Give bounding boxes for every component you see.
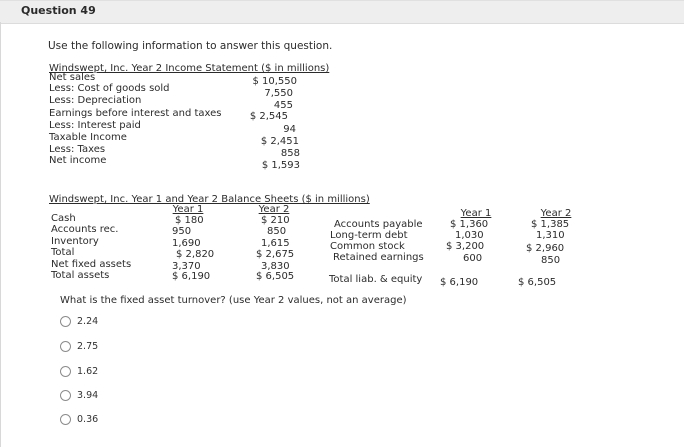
answer-option-label[interactable]: 2.24 <box>77 316 99 327</box>
bs-total-assets-y1: $ 6,190 <box>172 271 211 282</box>
bs-label-total: Total <box>51 247 75 258</box>
is-value-interest: 94 <box>283 124 296 135</box>
radio-button[interactable] <box>60 316 71 327</box>
liab-year1-header: Year 1 <box>460 208 492 219</box>
bs-common-stock-y1: $ 3,200 <box>446 241 485 252</box>
bs-total-y1: $ 2,820 <box>176 249 215 260</box>
bs-retained-earnings-y1: 600 <box>463 253 483 264</box>
bs-label-total-liab-equity: Total liab. & equity <box>329 274 423 285</box>
is-label-net-income: Net income <box>49 155 107 166</box>
bs-retained-earnings-y2: 850 <box>541 255 561 266</box>
answer-option-label[interactable]: 0.36 <box>77 414 99 425</box>
bs-total-liab-equity-y2: $ 6,505 <box>518 277 557 288</box>
question-title: Question 49 <box>21 4 96 17</box>
bs-label-retained-earnings: Retained earnings <box>333 252 424 263</box>
bs-label-net-fixed-assets: Net fixed assets <box>51 259 132 270</box>
bs-total-assets-y2: $ 6,505 <box>256 271 295 282</box>
is-label-net-sales: Net sales <box>49 72 96 83</box>
is-value-ebit: $ 2,545 <box>249 111 288 122</box>
bs-label-accounts-rec: Accounts rec. <box>51 224 119 235</box>
bs-label-cash: Cash <box>51 213 76 224</box>
bs-label-long-term-debt: Long-term debt <box>330 230 408 241</box>
bs-label-common-stock: Common stock <box>330 241 405 252</box>
bs-total-y2: $ 2,675 <box>256 249 295 260</box>
is-value-cogs: 7,550 <box>264 88 293 99</box>
liab-year2-header: Year 2 <box>540 208 572 219</box>
bs-accounts-payable-y2: $ 1,385 <box>531 219 570 230</box>
is-label-taxable-income: Taxable Income <box>49 132 127 143</box>
is-label-ebit: Earnings before interest and taxes <box>49 108 222 119</box>
is-value-net-income: $ 1,593 <box>261 160 300 171</box>
assets-year1-header: Year 1 <box>172 204 204 215</box>
bs-cash-y1: $ 180 <box>175 215 204 226</box>
answer-option-label[interactable]: 2.75 <box>77 341 99 352</box>
instruction-text: Use the following information to answer this question. <box>48 40 333 52</box>
bs-label-total-assets: Total assets <box>51 270 110 281</box>
bs-inventory-y2: 1,615 <box>261 238 290 249</box>
bs-accounts-rec-y1: 950 <box>172 226 192 237</box>
bs-net-fixed-assets-y1: 3,370 <box>172 261 201 272</box>
question-header-bar <box>0 0 684 24</box>
bs-net-fixed-assets-y2: 3,830 <box>261 261 290 272</box>
bs-cash-y2: $ 210 <box>261 215 290 226</box>
bs-accounts-payable-y1: $ 1,360 <box>450 219 489 230</box>
radio-button[interactable] <box>60 366 71 377</box>
bs-long-term-debt-y2: 1,310 <box>536 230 565 241</box>
is-label-interest: Less: Interest paid <box>49 120 141 131</box>
bs-label-inventory: Inventory <box>51 236 99 247</box>
is-value-net-sales: $ 10,550 <box>252 76 297 87</box>
bs-inventory-y1: 1,690 <box>172 238 201 249</box>
answer-option-label[interactable]: 3.94 <box>77 390 99 401</box>
bs-total-liab-equity-y1: $ 6,190 <box>440 277 479 288</box>
is-label-cogs: Less: Cost of goods sold <box>49 83 170 94</box>
answer-option-label[interactable]: 1.62 <box>77 366 99 377</box>
radio-button[interactable] <box>60 390 71 401</box>
is-value-taxes: 858 <box>280 148 300 159</box>
income-statement-title: Windswept, Inc. Year 2 Income Statement ($ in millions) <box>49 63 330 74</box>
is-value-depreciation: 455 <box>273 100 293 111</box>
bs-common-stock-y2: $ 2,960 <box>526 243 565 254</box>
is-label-taxes: Less: Taxes <box>49 144 106 155</box>
question-prompt: What is the fixed asset turnover? (use Year 2 values, not an average) <box>60 295 407 306</box>
radio-button[interactable] <box>60 414 71 425</box>
bs-long-term-debt-y1: 1,030 <box>455 230 484 241</box>
is-label-depreciation: Less: Depreciation <box>49 95 142 106</box>
assets-year2-header: Year 2 <box>258 204 290 215</box>
is-value-taxable-income: $ 2,451 <box>260 136 299 147</box>
radio-button[interactable] <box>60 341 71 352</box>
bs-label-accounts-payable: Accounts payable <box>334 219 423 230</box>
balance-sheet-title: Windswept, Inc. Year 1 and Year 2 Balance Sheets ($ in millions) <box>49 194 370 205</box>
bs-accounts-rec-y2: 850 <box>267 226 287 237</box>
